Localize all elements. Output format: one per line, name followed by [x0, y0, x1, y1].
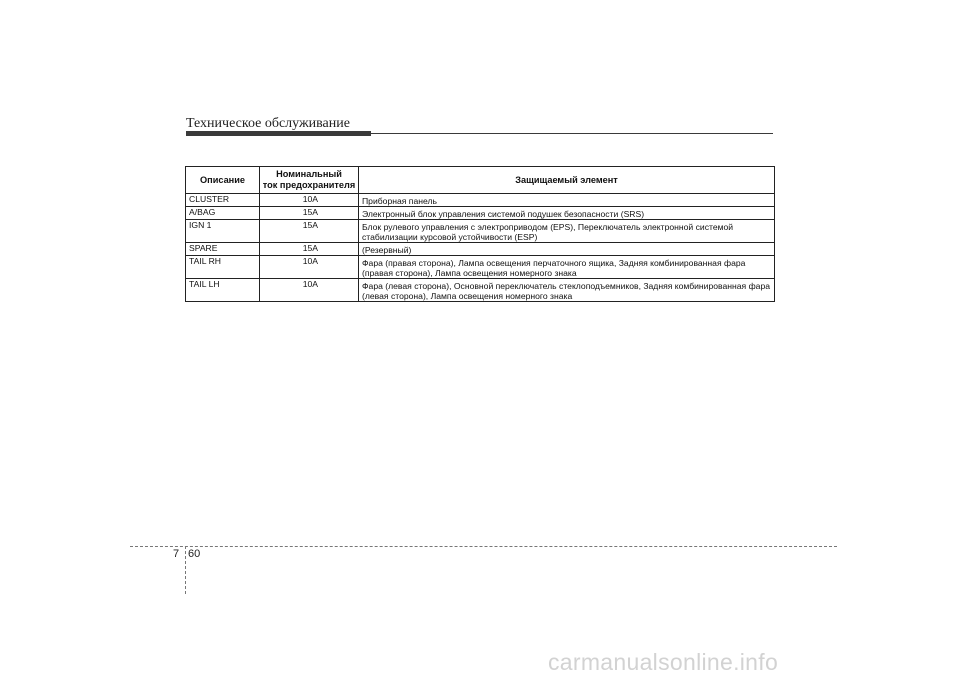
fuse-current: 15A	[260, 243, 359, 256]
fuse-name: CLUSTER	[186, 194, 260, 207]
column-header-element: Защищаемый элемент	[359, 167, 775, 194]
column-header-current-line2: ток предохранителя	[262, 180, 356, 190]
fuse-current: 10A	[260, 279, 359, 302]
page-number: 60	[188, 548, 201, 560]
fuse-current: 15A	[260, 207, 359, 220]
fuse-name: IGN 1	[186, 220, 260, 243]
table-row	[186, 243, 775, 256]
fuse-name: A/BAG	[186, 207, 260, 220]
fuse-element: Фара (правая сторона), Лампа освещения перчаточного ящика, Задняя комбинированная фара (правая сторона), Лампа освещения номерного знака	[359, 256, 775, 279]
fuse-current: 10A	[260, 256, 359, 279]
fuse-element: Блок рулевого управления с электроприводом (EPS), Переключатель электронной системой стабилизации курсовой устойчивости (ESP)	[359, 220, 775, 243]
table-row	[186, 279, 775, 302]
column-header-current	[260, 167, 359, 194]
column-header-description: Описание	[186, 167, 260, 194]
fuse-table	[185, 166, 775, 302]
column-header-current-line1: Номинальный	[276, 169, 342, 179]
table-row	[186, 220, 775, 243]
footer-vertical-divider	[185, 546, 186, 594]
fuse-current: 10A	[260, 194, 359, 207]
footer-divider	[130, 546, 837, 547]
section-number: 7	[173, 548, 180, 560]
header-rule	[371, 133, 773, 134]
fuse-element: (Резервный)	[359, 243, 775, 256]
fuse-name: SPARE	[186, 243, 260, 256]
table-row	[186, 256, 775, 279]
fuse-name: TAIL RH	[186, 256, 260, 279]
table-row	[186, 194, 775, 207]
fuse-element: Фара (левая сторона), Основной переключатель стеклоподъемников, Задняя комбинированная фара (левая сторона), Лампа освещения номерного знака	[359, 279, 775, 302]
fuse-element: Приборная панель	[359, 194, 775, 207]
header-accent-bar	[186, 131, 371, 136]
watermark: carmanualsonline.info	[548, 649, 779, 675]
fuse-element: Электронный блок управления системой подушек безопасности (SRS)	[359, 207, 775, 220]
table-row	[186, 207, 775, 220]
page-header-title: Техническое обслуживание	[186, 116, 350, 131]
table-header-row	[186, 167, 775, 194]
fuse-current: 15A	[260, 220, 359, 243]
fuse-name: TAIL LH	[186, 279, 260, 302]
